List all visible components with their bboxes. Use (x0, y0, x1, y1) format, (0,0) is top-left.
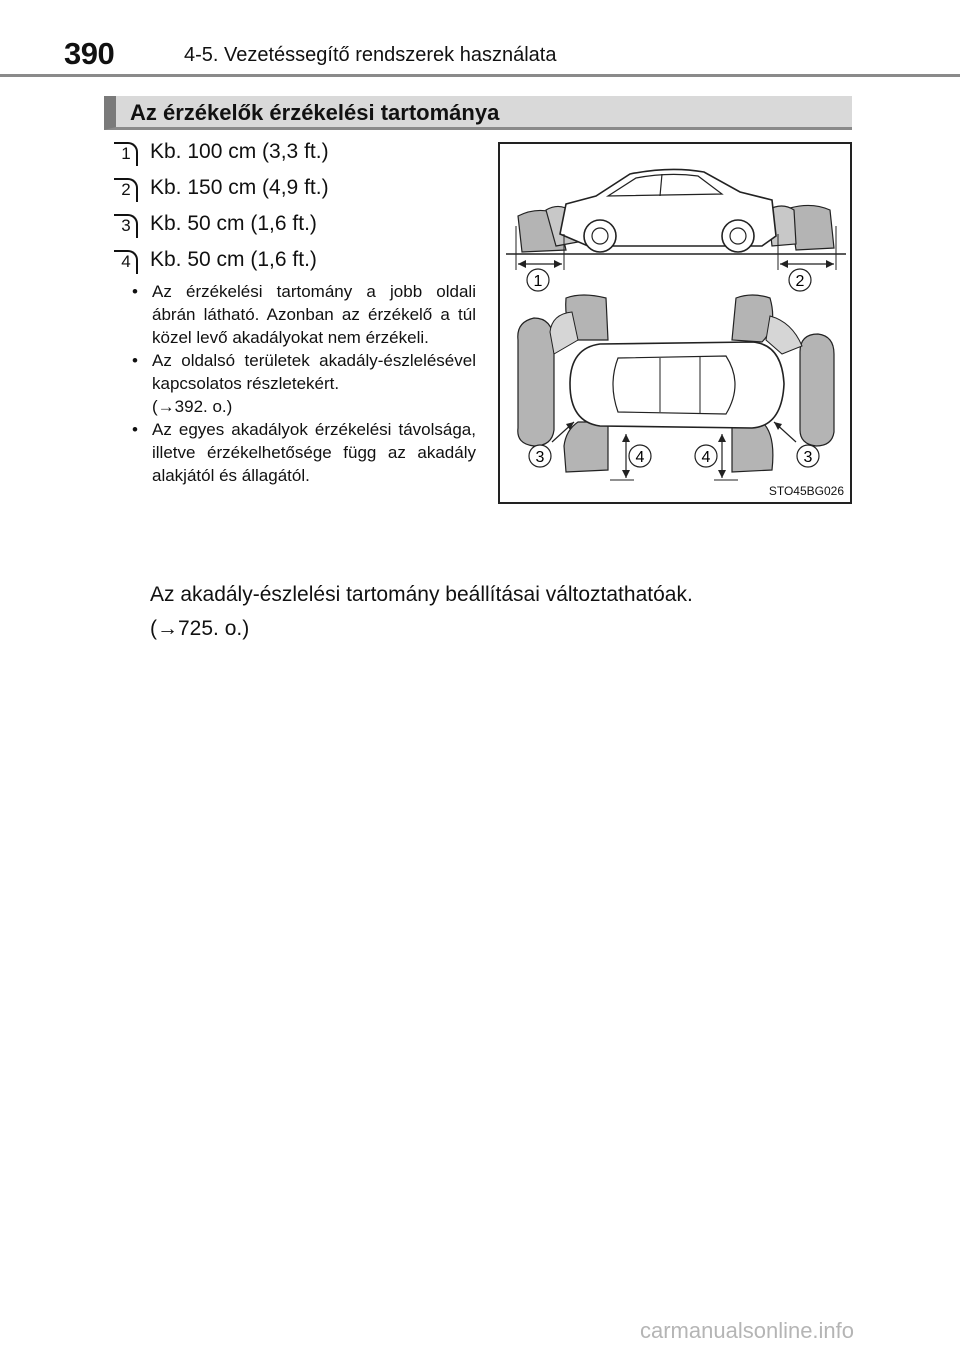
range-text: Kb. 50 cm (1,6 ft.) (150, 248, 317, 271)
closing-paragraph (150, 578, 693, 646)
rear-wheel (722, 220, 754, 252)
front-wheel (584, 220, 616, 252)
chapter-title: 4-5. Vezetéssegítő rendszerek használata (184, 44, 557, 66)
range-number: 3 (114, 214, 138, 238)
range-number: 1 (114, 142, 138, 166)
range-text: Kb. 100 cm (3,3 ft.) (150, 140, 329, 163)
rear-right-corner-zone (732, 422, 773, 472)
note-text: Az érzékelési tartomány a jobb oldali ábrán látható. Azonban az érzékelő a túl közel levő akadályokat nem érzékeli. (152, 282, 476, 347)
side-sweep-left (550, 312, 578, 354)
callout-3-right: 3 (803, 449, 813, 466)
car-top-body (570, 342, 784, 428)
note-item (128, 349, 476, 418)
front-right-corner-zone (564, 422, 608, 472)
section-heading (104, 96, 852, 130)
callout-4-left: 4 (635, 449, 645, 466)
note-item (128, 418, 476, 487)
notes-list (128, 280, 476, 487)
range-number: 2 (114, 178, 138, 202)
callout-4-right: 4 (701, 449, 711, 466)
sensor-diagram (500, 144, 850, 502)
header-rule (0, 74, 960, 77)
callout-2: 2 (795, 273, 805, 290)
rear-zone-side (790, 205, 834, 250)
callout-3-left: 3 (535, 449, 545, 466)
front-zone-top (518, 318, 554, 446)
page-reference-link[interactable]: (→392. o.) (152, 397, 233, 416)
range-text: Kb. 150 cm (4,9 ft.) (150, 176, 329, 199)
closing-page-reference[interactable]: (→725. o.) (150, 617, 250, 640)
closing-line: Az akadály-észlelési tartomány beállításai változtathatóak. (150, 583, 693, 606)
side-sweep-right (766, 316, 802, 354)
rear-zone-top (800, 334, 834, 446)
page-number: 390 (64, 36, 115, 71)
note-item (128, 280, 476, 349)
section-title: Az érzékelők érzékelési tartománya (130, 100, 500, 125)
note-text: Az oldalsó területek akadály-észlelésével kapcsolatos részletekért. (152, 351, 476, 393)
range-number: 4 (114, 250, 138, 274)
note-text: Az egyes akadályok érzékelési távolsága, illetve érzékelhetősége függ az akadály alakjától és állagától. (152, 420, 476, 485)
sensor-range-figure (498, 142, 852, 504)
figure-code: STO45BG026 (768, 484, 844, 498)
watermark: carmanualsonline.info (640, 1318, 855, 1343)
range-text: Kb. 50 cm (1,6 ft.) (150, 212, 317, 235)
callout-1: 1 (533, 273, 543, 290)
